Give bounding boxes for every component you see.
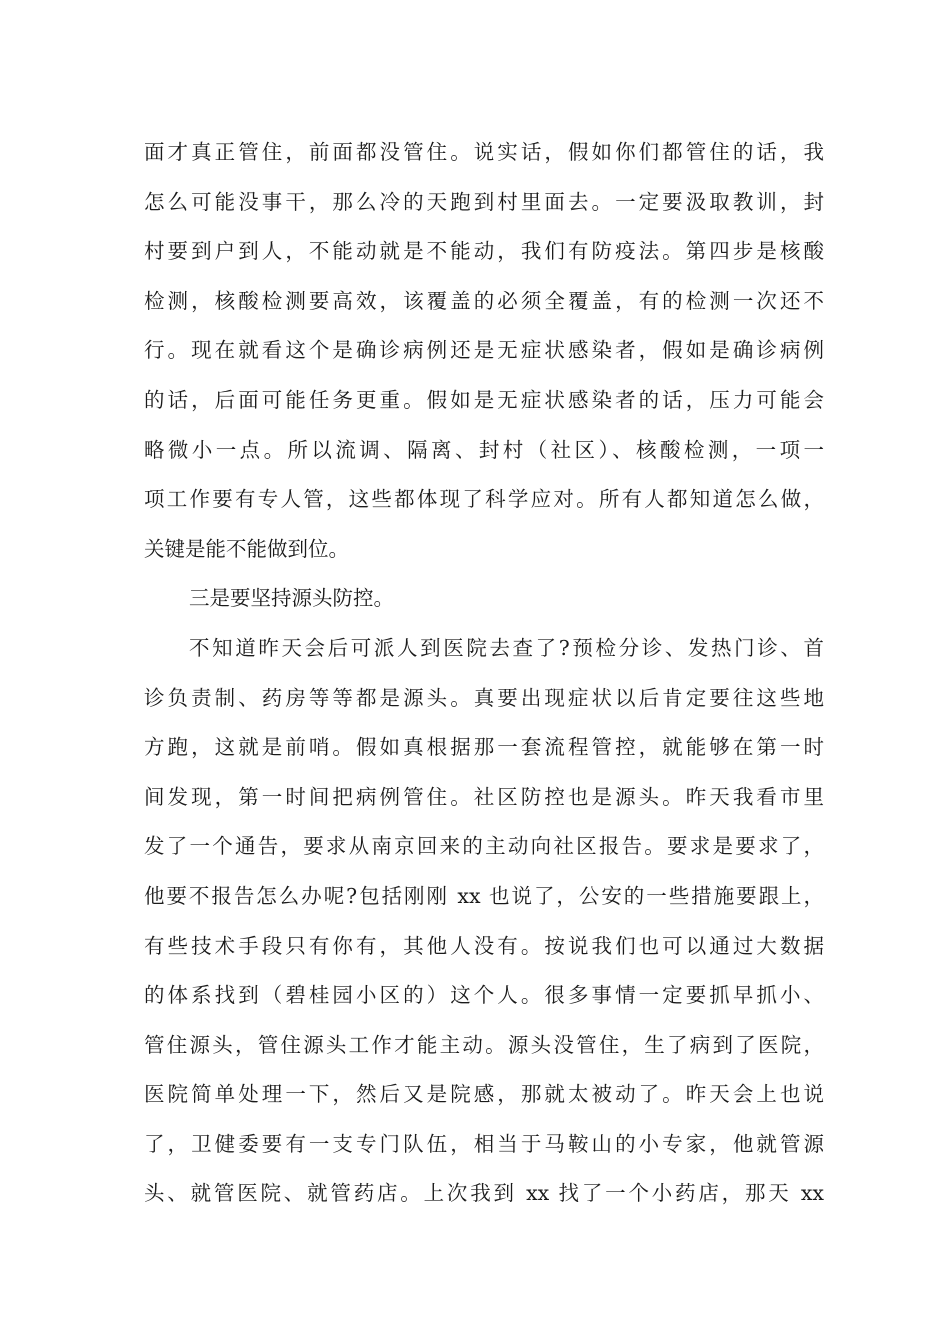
text-line: 的话，后面可能任务更重。假如是无症状感染者的话，压力可能会 [144,387,824,412]
paragraph-body [144,624,824,1219]
text-line: 有些技术手段只有你有，其他人没有。按说我们也可以通过大数据 [144,933,824,958]
text-line: 项工作要有专人管，这些都体现了科学应对。所有人都知道怎么做， [144,487,824,512]
text-line: 头、就管医院、就管药店。上次我到 xx 找了一个小药店，那天 xx [144,1181,824,1206]
text-line: 检测，核酸检测要高效，该覆盖的必须全覆盖，有的检测一次还不 [144,288,824,313]
text-line: 发了一个通告，要求从南京回来的主动向社区报告。要求是要求了， [144,834,824,859]
text-line: 了，卫健委要有一支专门队伍，相当于马鞍山的小专家，他就管源 [144,1131,824,1156]
document-body [144,128,824,1219]
paragraph-continuation [144,128,824,574]
text-line: 管住源头，管住源头工作才能主动。源头没管住，生了病到了医院， [144,1032,824,1057]
text-line: 不知道昨天会后可派人到医院去查了?预检分诊、发热门诊、首 [189,635,824,660]
text-line: 略微小一点。所以流调、隔离、封村（社区）、核酸检测，一项一 [144,437,824,462]
text-line: 村要到户到人，不能动就是不能动，我们有防疫法。第四步是核酸 [144,239,824,264]
text-line: 怎么可能没事干，那么冷的天跑到村里面去。一定要汲取教训，封 [144,189,824,214]
text-line: 他要不报告怎么办呢?包括刚刚 xx 也说了，公安的一些措施要跟上， [144,883,824,908]
section-heading [144,574,824,624]
text-line: 医院简单处理一下，然后又是院感，那就太被动了。昨天会上也说 [144,1082,824,1107]
text-line: 行。现在就看这个是确诊病例还是无症状感染者，假如是确诊病例 [144,338,824,363]
text-line: 面才真正管住，前面都没管住。说实话，假如你们都管住的话，我 [144,140,824,164]
text-line: 方跑，这就是前哨。假如真根据那一套流程管控，就能够在第一时 [144,735,824,760]
text-line: 的体系找到（碧桂园小区的）这个人。很多事情一定要抓早抓小、 [144,983,824,1008]
text-line: 间发现，第一时间把病例管住。社区防控也是源头。昨天我看市里 [144,784,824,809]
text-line: 关键是能不能做到位。 [144,536,349,561]
text-line: 诊负责制、药房等等都是源头。真要出现症状以后肯定要往这些地 [144,685,824,710]
heading-line: 三是要坚持源头防控。 [189,586,394,611]
